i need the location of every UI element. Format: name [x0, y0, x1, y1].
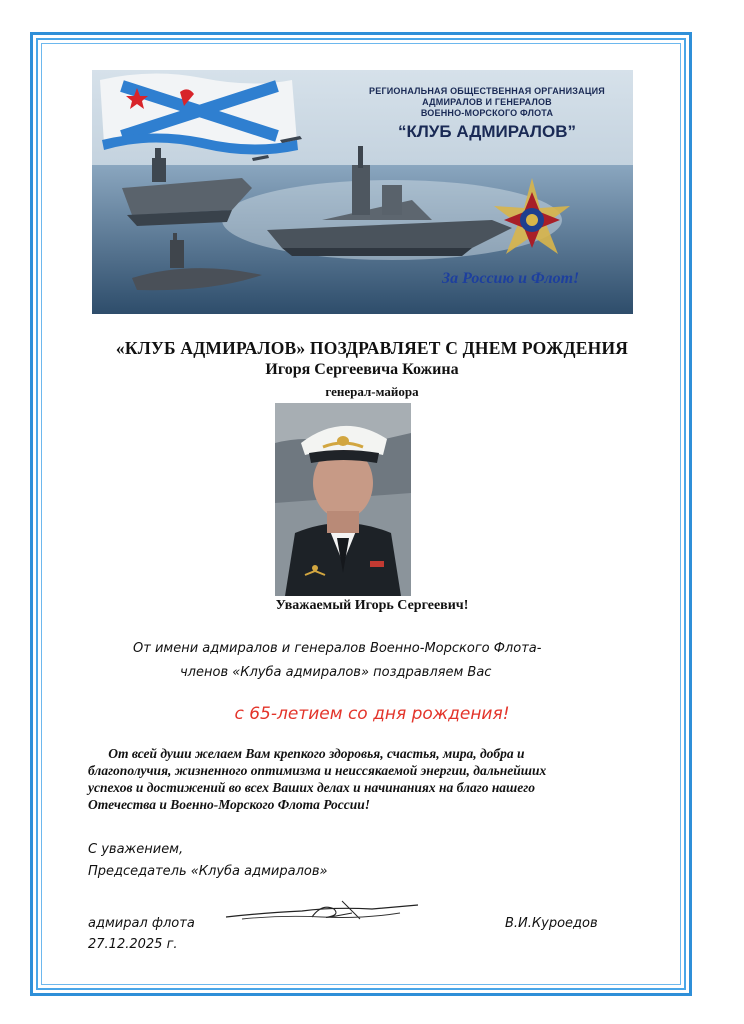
org-line-2: АДМИРАЛОВ И ГЕНЕРАЛОВ	[422, 97, 552, 107]
regards: С уважением,	[88, 842, 184, 857]
signer-rank: адмирал флота	[88, 916, 195, 931]
honoree-rank: генерал-майора	[325, 384, 419, 399]
naval-ensign-flag	[100, 73, 298, 154]
greeting: Уважаемый Игорь Сергеевич!	[275, 598, 469, 613]
wish-line-1: От всей души желаем Вам крепкого здоровья, счастья, мира, добра и	[88, 746, 525, 761]
honoree-name: Игоря Сергеевича Кожина	[265, 361, 459, 378]
honoree-portrait-photo	[275, 403, 411, 596]
document-date: 27.12.2025 г.	[88, 937, 178, 952]
chairman-title: Председатель «Клуба адмиралов»	[88, 864, 328, 879]
organization-title: “КЛУБ АДМИРАЛОВ”	[398, 122, 576, 141]
wish-line-2: благополучия, жизненного оптимизма и неиссякаемой энергии, дальнейших	[88, 763, 547, 778]
org-line-3: ВОЕННО-МОРСКОГО ФЛОТА	[420, 108, 554, 118]
headline-title: «КЛУБ АДМИРАЛОВ» ПОЗДРАВЛЯЕТ С ДНЕМ РОЖДЕНИЯ	[115, 338, 629, 358]
motto: За Россию и Флот!	[442, 270, 580, 287]
anniversary-line: с 65-летием со дня рождения!	[234, 704, 510, 724]
from-line-2: членов «Клуба адмиралов» поздравляем Вас	[180, 665, 492, 680]
wishes-paragraph	[88, 745, 648, 813]
wish-line-4: Отечества и Военно-Морского Флота России!	[88, 797, 371, 812]
signer-name: В.И.Куроедов	[505, 916, 598, 931]
org-line-1: РЕГИОНАЛЬНАЯ ОБЩЕСТВЕННАЯ ОРГАНИЗАЦИЯ	[369, 86, 605, 96]
wish-line-3: успехов и достижений во всех Ваших делах и начинаниях на благо нашего	[88, 780, 536, 795]
from-line-1: От имени адмиралов и генералов Военно-Морского Флота-	[133, 641, 542, 656]
organization-name	[347, 86, 627, 119]
header-banner	[92, 70, 633, 314]
handwritten-signature	[222, 895, 422, 925]
